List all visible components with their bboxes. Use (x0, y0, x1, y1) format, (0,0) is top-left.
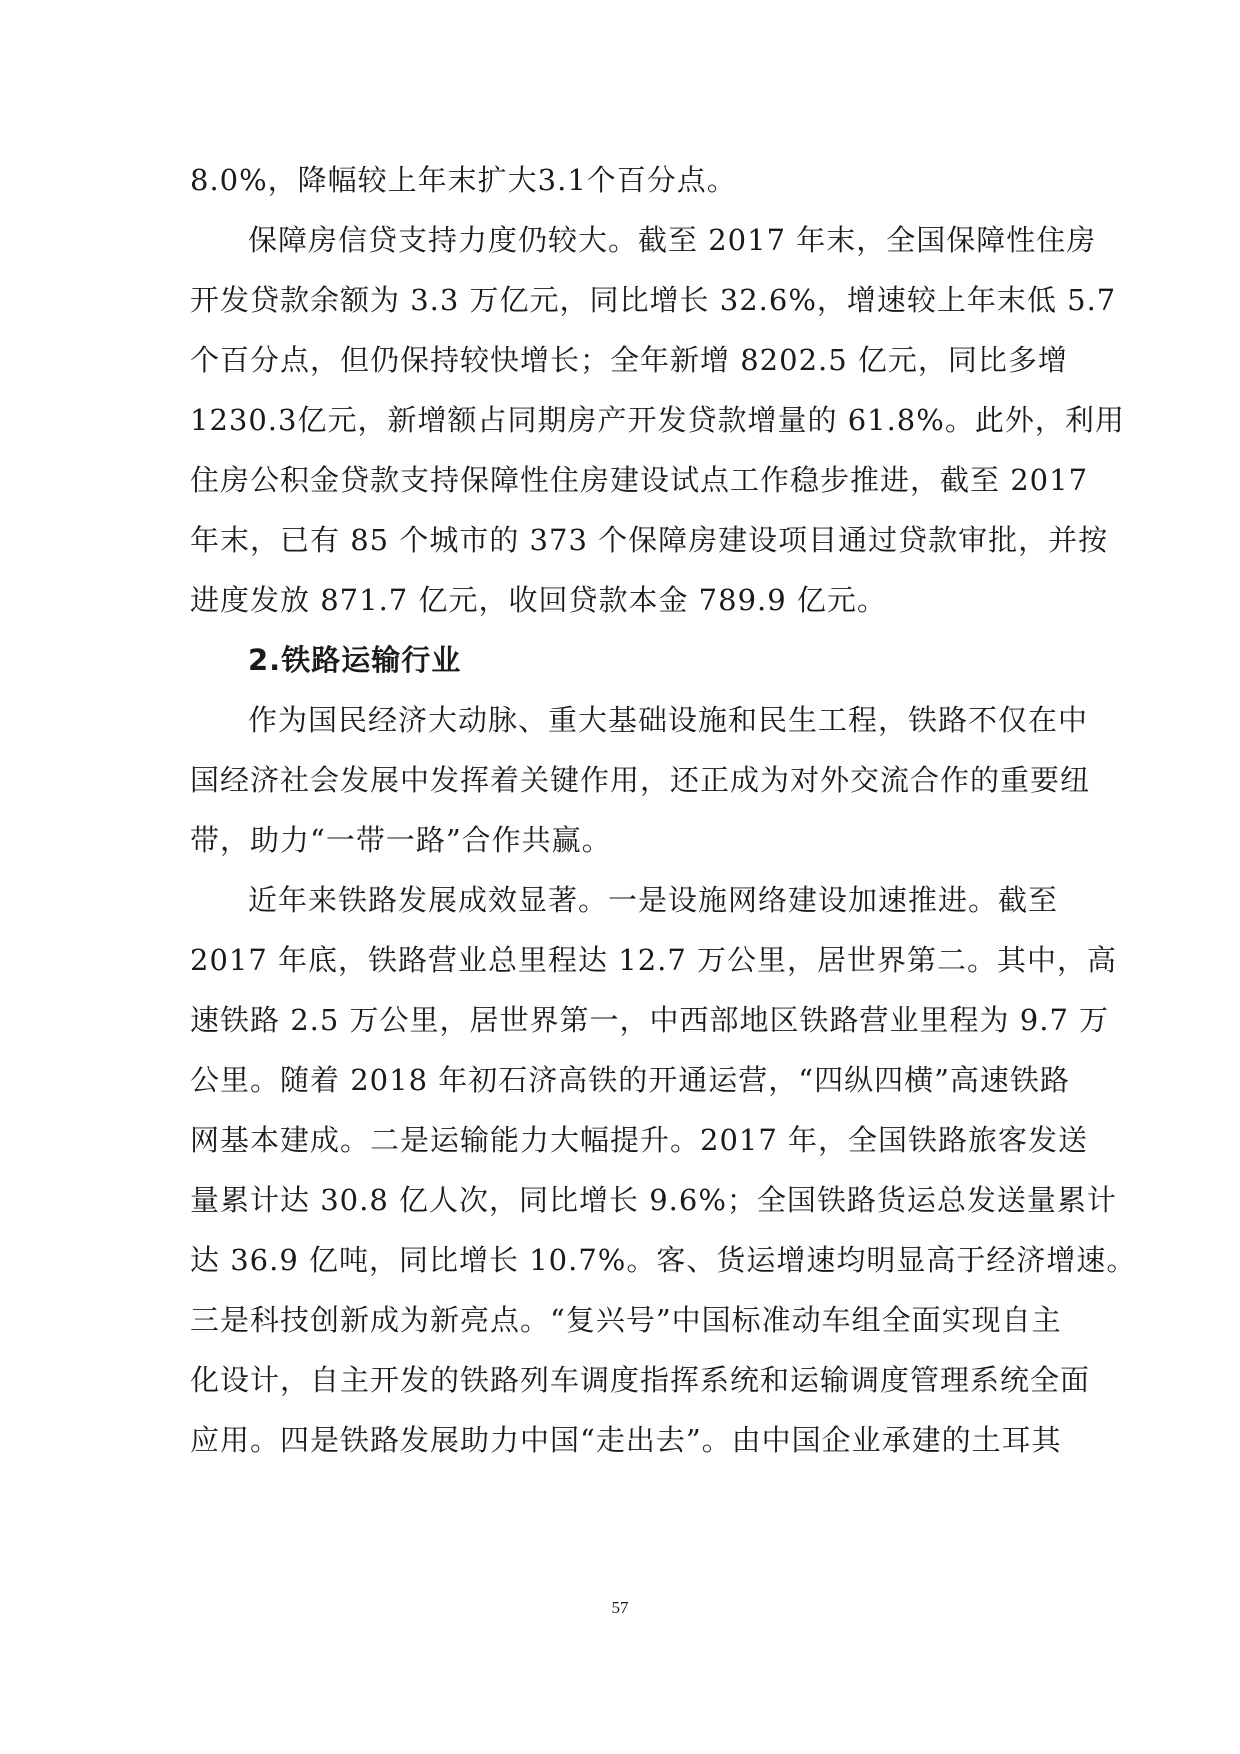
text-line: 个百分点，但仍保持较快增长；全年新增 8202.5 亿元，同比多增 (190, 343, 1068, 377)
text-line: 三是科技创新成为新亮点。“复兴号”中国标准动车组全面实现自主 (190, 1303, 1062, 1337)
text-line: 近年来铁路发展成效显著。一是设施网络建设加速推进。截至 (248, 883, 1059, 917)
page-number: 57 (611, 1598, 629, 1617)
text-line: 应用。四是铁路发展助力中国“走出去”。由中国企业承建的土耳其 (190, 1423, 1062, 1457)
paragraph (190, 210, 1125, 630)
text-line: 作为国民经济大动脉、重大基础设施和民生工程，铁路不仅在中 (248, 703, 1089, 737)
text-line: 开发贷款余额为 3.3 万亿元，同比增长 32.6%，增速较上年末低 5.7 (190, 283, 1117, 317)
text-line: 化设计，自主开发的铁路列车调度指挥系统和运输调度管理系统全面 (190, 1363, 1091, 1397)
paragraph (190, 690, 1091, 870)
text-line: 公里。随着 2018 年初石济高铁的开通运营，“四纵四横”高速铁路 (190, 1063, 1070, 1097)
document-body (190, 150, 1137, 1470)
paragraph (190, 150, 1052, 210)
text-line: 国经济社会发展中发挥着关键作用，还正成为对外交流合作的重要纽 (190, 763, 1091, 797)
text-line: 速铁路 2.5 万公里，居世界第一，中西部地区铁路营业里程为 9.7 万 (190, 1003, 1110, 1037)
text-line: 量累计达 30.8 亿人次，同比增长 9.6%；全国铁路货运总发送量累计 (190, 1183, 1117, 1217)
section-heading: 2.铁路运输行业 (248, 643, 462, 677)
text-line: 2017 年底，铁路营业总里程达 12.7 万公里，居世界第二。其中，高 (190, 943, 1118, 977)
text-line: 住房公积金贷款支持保障性住房建设试点工作稳步推进，截至 2017 (190, 463, 1089, 497)
text-line: 年末，已有 85 个城市的 373 个保障房建设项目通过贷款审批，并按 (190, 523, 1109, 557)
text-line: 网基本建成。二是运输能力大幅提升。2017 年，全国铁路旅客发送 (190, 1123, 1089, 1157)
paragraph (190, 870, 1137, 1470)
text-line: 进度发放 871.7 亿元，收回贷款本金 789.9 亿元。 (190, 583, 887, 617)
text-line: 带，助力“一带一路”合作共赢。 (190, 823, 612, 857)
text-line: 8.0%，降幅较上年末扩大3.1个百分点。 (190, 163, 737, 197)
text-line: 保障房信贷支持力度仍较大。截至 2017 年末，全国保障性住房 (248, 223, 1097, 257)
text-line: 达 36.9 亿吨，同比增长 10.7%。客、货运增速均明显高于经济增速。 (190, 1243, 1137, 1277)
text-line: 1230.3亿元，新增额占同期房产开发贷款增量的 61.8%。此外，利用 (190, 403, 1125, 437)
